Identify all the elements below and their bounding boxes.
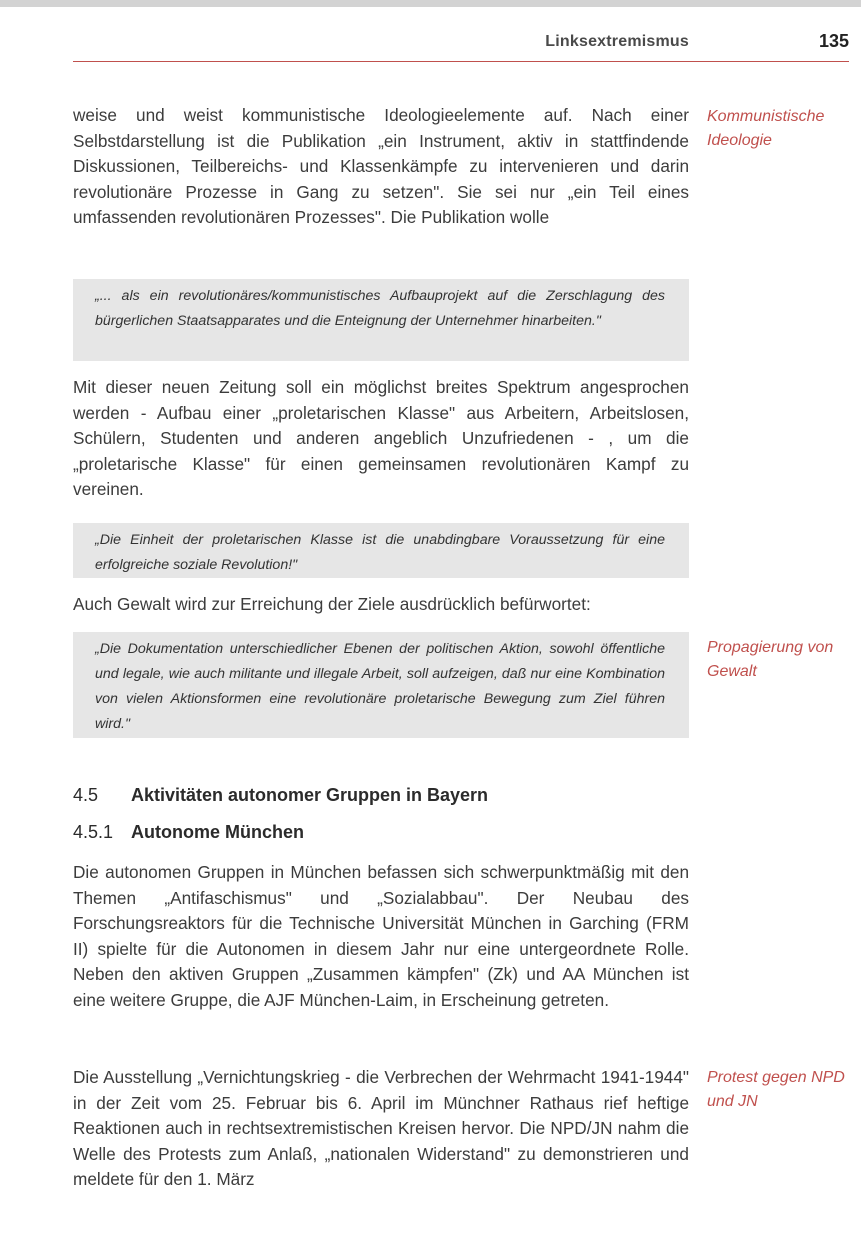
scan-edge xyxy=(0,0,861,7)
paragraph-2: Mit dieser neuen Zeitung soll ein möglichst breites Spektrum angesprochen werden - Aufbau einer „proletarischen Klasse" aus Arbeitern, Arbeitslosen, Schülern, Studenten und anderen angeblich Unzufriedenen - , um die „proletarische Klasse" für einen gemeinsamen revolutionären Kampf zu vereinen. xyxy=(73,377,689,500)
margin-note-protest: Protest gegen NPD und JN xyxy=(707,1069,845,1110)
margin-note-ideologie: Kommunistische Ideologie xyxy=(707,108,825,149)
subsection-heading xyxy=(73,822,304,843)
page-header xyxy=(73,31,849,62)
page-number: 135 xyxy=(818,31,849,51)
margin-note-gewalt: Propagierung von Gewalt xyxy=(707,639,834,680)
paragraph-4: Die autonomen Gruppen in München befassen sich schwerpunktmäßig mit den Themen „Antifaschismus" und „Sozialabbau". Der Neubau des Forschungsreaktors für die Technische Universität München in Garching (FRM II) spielte für die Autonomen in diesem Jahr nur eine untergeordnete Rolle. Neben den aktiven Gruppen „Zusammen kämpfen" (Zk) und AA München ist eine weitere Gruppe, die AJF München-Laim, in Erscheinung getreten. xyxy=(73,862,689,1010)
paragraph-3: Auch Gewalt wird zur Erreichung der Ziele ausdrücklich befürwortet: xyxy=(73,594,591,614)
section-heading xyxy=(73,785,488,806)
quote-block-1: „... als ein revolutionäres/kommunistisches Aufbauprojekt auf die Zerschlagung des bürgerlichen Staatsapparates und die Enteignung der Unternehmer hinarbeiten." xyxy=(73,279,689,361)
quote-block-2: „Die Einheit der proletarischen Klasse ist die unabdingbare Voraussetzung für eine erfolgreiche soziale Revolution!" xyxy=(73,523,689,578)
paragraph-5: Die Ausstellung „Vernichtungskrieg - die Verbrechen der Wehrmacht 1941-1944" in der Zeit vom 25. Februar bis 6. April im Münchner Rathaus rief heftige Reaktionen auch in rechtsextremistischen Kreisen hervor. Die NPD/JN nahm die Welle des Protests zum Anlaß, „nationalen Widerstand" zu demonstrieren und meldete für den 1. März xyxy=(73,1067,689,1190)
subsection-title: Autonome München xyxy=(131,822,304,842)
running-title: Linksextremismus xyxy=(545,33,689,50)
subsection-number: 4.5.1 xyxy=(73,822,114,842)
section-number: 4.5 xyxy=(73,785,99,805)
quote-block-3: „Die Dokumentation unterschiedlicher Ebenen der politischen Aktion, sowohl öffentliche und legale, wie auch militante und illegale Arbeit, soll aufzeigen, daß nur eine Kombination von vielen Aktionsformen eine revolutionäre proletarische Bewegung zum Ziel führen wird." xyxy=(73,632,689,738)
paragraph-1: weise und weist kommunistische Ideologieelemente auf. Nach einer Selbstdarstellung ist die Publikation „ein Instrument, aktiv in stattfindende Diskussionen, Teilbereichs- und Klassenkämpfe zu intervenieren und darin revolutionäre Prozesse in Gang zu setzen". Sie sei nur „ein Teil eines umfassenden revolutionären Prozesses". Die Publikation wolle xyxy=(73,105,689,228)
section-title: Aktivitäten autonomer Gruppen in Bayern xyxy=(131,785,489,805)
